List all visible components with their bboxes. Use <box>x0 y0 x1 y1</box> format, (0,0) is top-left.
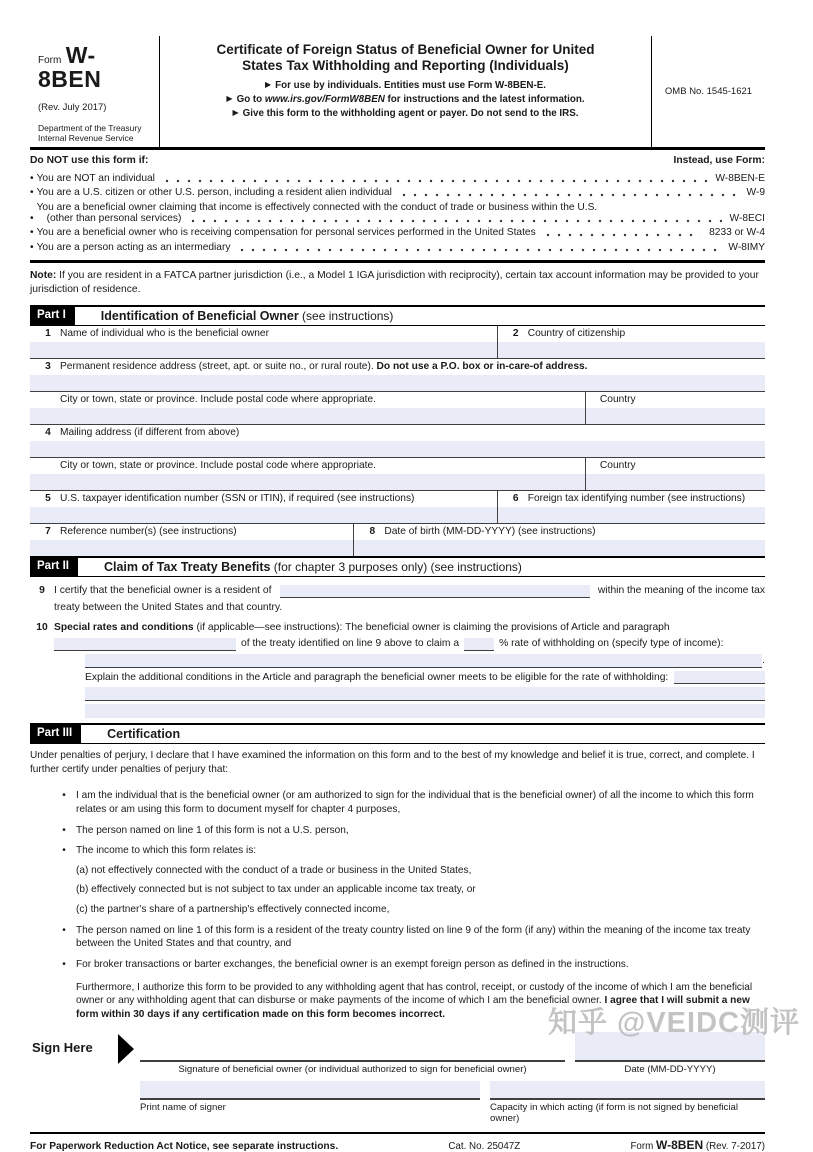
field-label-country: Country <box>599 460 636 472</box>
field-label-ssn: U.S. taxpayer identification number (SSN or ITIN), if required (see instructions) <box>60 493 415 505</box>
treaty-benefits-section: 9 I certify that the beneficial owner is a resident of within the meaning of the income tax treaty between the United States and that country. 10 Special rates and conditions (if applicable—see instructions): The beneficial owner is claiming the provisions of Article and paragraph of the treaty identified on line 9 above to claim a % rate of withholding on (specify type of income): . Explain the additional conditions in the Article and paragraph the beneficial owner meets to be eligible for the rate of withholding: <box>30 577 765 718</box>
bullet-icon <box>52 789 76 816</box>
form-title-block <box>160 36 652 147</box>
arrowhead-icon <box>233 108 243 119</box>
use-form-value: W-8ECI <box>729 212 765 224</box>
use-form-value: 8233 or W-4 <box>709 227 765 239</box>
date-caption: Date (MM-DD-YYYY) <box>624 1064 716 1076</box>
sign-arrow-icon <box>118 1034 134 1064</box>
part1-label: Part I <box>30 307 75 325</box>
arrowhead-icon <box>226 94 236 105</box>
form-revision: (Rev. July 2017) <box>38 102 107 113</box>
bullet-icon <box>30 173 37 184</box>
mailing-country-input[interactable] <box>586 474 765 490</box>
signature-input[interactable] <box>140 1032 565 1062</box>
instead-use-heading: Instead, use Form: <box>673 155 765 167</box>
footer-form-id: Form W-8BEN (Rev. 7-2017) <box>630 1138 765 1152</box>
city-input[interactable] <box>30 408 585 424</box>
furthermore-paragraph: Furthermore, I authorize this form to be provided to any withholding agent that has control, receipt, or custody of the income of which I am the beneficial owner or any withholding agent that can disburse or make payments of the income of which I am the beneficial owner. I agree that I will submit a new form within 30 days if any certification made on this form becomes incorrect. <box>76 981 753 1021</box>
part1-title: Identification of Beneficial Owner <box>100 309 299 324</box>
dot-leader <box>400 187 739 198</box>
bullet-icon <box>30 187 37 198</box>
capacity-caption: Capacity in which acting (if form is not signed by beneficial owner) <box>490 1102 738 1125</box>
list-item: • For broker transactions or barter exchanges, the beneficial owner is an exempt foreign person as defined in the instructions. <box>30 958 765 972</box>
field-label-address: Permanent residence address (street, apt. or suite no., or rural route). Do not use a P.O. box or in-care-of address. <box>60 361 588 373</box>
mailing-city-input[interactable] <box>30 474 585 490</box>
form-instructions: ▶ For use by individuals. Entities must use Form W-8BEN-E. ▶ Go to www.irs.gov/FormW8BEN for instructions and the latest information. ▶ Give this form to the withholding agent or payer. Do not send to the IRS. <box>170 79 641 122</box>
capacity-input[interactable] <box>490 1081 765 1100</box>
field-label-city: City or town, state or province. Include postal code where appropriate. <box>60 394 376 406</box>
paperwork-notice: For Paperwork Reduction Act Notice, see separate instructions. <box>30 1141 339 1152</box>
list-item: • You are a beneficial owner claiming that income is effectively connected with the conduct of trade or business within the U.S. (other than personal services) W-8ECI <box>30 202 765 224</box>
field-label-name: Name of individual who is the beneficial owner <box>60 328 269 340</box>
bullet-icon <box>30 242 37 253</box>
arrowhead-icon <box>265 80 275 91</box>
field-label-dob: Date of birth (MM-DD-YYYY) (see instructions) <box>384 526 596 538</box>
reference-number-input[interactable] <box>30 540 353 556</box>
bullet-icon <box>52 824 76 838</box>
use-form-value: W-8IMY <box>728 241 765 253</box>
bullet-icon <box>30 213 37 224</box>
part3-title: Certification <box>107 727 181 742</box>
field-label-mailing: Mailing address (if different from above) <box>60 427 240 439</box>
name-input[interactable] <box>30 342 497 358</box>
certification-intro: Under penalties of perjury, I declare that I have examined the information on this form and to the best of my knowledge and belief it is true, correct, and complete. I further certify under penalties of perjury that: <box>30 750 755 775</box>
bullet-icon <box>52 924 76 951</box>
article-paragraph-input[interactable] <box>54 638 236 651</box>
use-form-value: W-8BEN-E <box>715 172 765 184</box>
date-of-birth-input[interactable] <box>354 540 765 556</box>
list-item: • I am the individual that is the beneficial owner (or am authorized to sign for the individual that is the beneficial owner) of all the income to which this form relates or am using this form to document myself for chapter 4 purposes, <box>30 789 765 816</box>
form-title: Certificate of Foreign Status of Beneficial Owner for United States Tax Withholding and Reporting (Individuals) <box>216 42 595 74</box>
part1-header: Part I Identification of Beneficial Owner (see instructions) <box>30 305 765 326</box>
additional-conditions-input-line2[interactable] <box>85 687 765 701</box>
field-label-reference: Reference number(s) (see instructions) <box>60 526 237 538</box>
bullet-icon <box>52 844 76 917</box>
row-mailing-address: 4 Mailing address (if different from above) <box>30 425 765 458</box>
sign-here-label: Sign Here <box>32 1040 93 1056</box>
list-item: • You are NOT an individual W-8BEN-E <box>30 173 765 184</box>
form-header <box>30 36 765 150</box>
omb-number: OMB No. 1545-1621 <box>664 86 753 98</box>
withholding-rate-input[interactable] <box>464 638 494 651</box>
list-item: • You are a person acting as an intermediary W-8IMY <box>30 242 765 253</box>
dot-leader <box>189 213 721 224</box>
list-item: • The person named on line 1 of this form is a resident of the treaty country listed on line 9 of the form (if any) within the meaning of the income tax treaty between the United States and that country, and <box>30 924 765 951</box>
print-name-input[interactable] <box>140 1081 480 1100</box>
foreign-tin-input[interactable] <box>498 507 765 523</box>
row-reference-dob: 7 Reference number(s) (see instructions) 8 Date of birth (MM-DD-YYYY) (see instructions) <box>30 524 765 556</box>
part3-label: Part III <box>30 725 81 743</box>
watermark: 知乎 @VEIDC测评 <box>548 1007 800 1039</box>
form-number: W-8BEN <box>38 42 102 92</box>
part3-header <box>30 723 765 744</box>
row-tin: 5 U.S. taxpayer identification number (SSN or ITIN), if required (see instructions) 6 Foreign tax identifying number (see instructions) <box>30 491 765 524</box>
signature-section <box>30 1032 765 1124</box>
use-form-value: W-9 <box>746 187 765 199</box>
citizenship-input[interactable] <box>498 342 765 358</box>
bullet-icon <box>30 227 37 238</box>
list-item: • You are a beneficial owner who is receiving compensation for personal services performed in the United States 8233 or W-4 <box>30 227 765 238</box>
list-item: • The income to which this form relates is: (a) not effectively connected with the conduct of a trade or business in the United States, (b) effectively connected but is not subject to tax under an applicable income tax treaty, or (c) the partner's share of a partnership's effectively connected income, <box>30 844 765 917</box>
dot-leader <box>163 173 707 184</box>
part2-title: Claim of Tax Treaty Benefits <box>103 560 271 575</box>
row-city-country-2 <box>30 458 765 491</box>
row-permanent-address: 3 Permanent residence address (street, apt. or suite no., or rural route). Do not use a P.O. box or in-care-of address. <box>30 359 765 392</box>
country-input[interactable] <box>586 408 765 424</box>
treaty-country-input[interactable] <box>280 585 590 598</box>
print-name-caption: Print name of signer <box>140 1102 226 1114</box>
field-label-country: Country <box>599 394 636 406</box>
row-name-citizenship: 1 Name of individual who is the beneficial owner 2 Country of citizenship <box>30 326 765 359</box>
form-footer <box>30 1132 765 1152</box>
dot-leader <box>238 242 720 253</box>
list-item: • You are a U.S. citizen or other U.S. person, including a resident alien individual W-9 <box>30 187 765 198</box>
field-label-citizenship: Country of citizenship <box>527 328 626 340</box>
agency-name: Department of the Treasury Internal Revenue Service <box>38 123 142 144</box>
do-not-use-section <box>30 150 765 263</box>
row-city-country-1 <box>30 392 765 425</box>
ssn-itin-input[interactable] <box>30 507 497 523</box>
field-label-city: City or town, state or province. Include postal code where appropriate. <box>60 460 376 472</box>
signature-caption: Signature of beneficial owner (or individual authorized to sign for beneficial owner) <box>178 1064 527 1076</box>
list-item: • The person named on line 1 of this form is not a U.S. person, <box>30 824 765 838</box>
bullet-icon <box>52 958 76 972</box>
form-id-block <box>30 36 160 147</box>
additional-conditions-input[interactable] <box>674 671 765 684</box>
w8ben-form-page <box>30 36 765 1152</box>
form-word: Form <box>38 55 62 66</box>
fatca-note: Note: If you are resident in a FATCA partner jurisdiction (i.e., a Model 1 IGA jurisdiction with reciprocity), certain tax account information may be provided to your jurisdiction of residence. <box>30 270 759 296</box>
field-label-foreign-tin: Foreign tax identifying number (see instructions) <box>527 493 746 505</box>
dot-leader <box>544 227 701 238</box>
income-type-input[interactable] <box>85 654 762 668</box>
permanent-address-input[interactable] <box>30 375 765 391</box>
do-not-use-heading: Do NOT use this form if: <box>30 155 149 167</box>
part2-header: Part II Claim of Tax Treaty Benefits (for chapter 3 purposes only) (see instructions) <box>30 556 765 577</box>
part2-label: Part II <box>30 558 78 576</box>
mailing-address-input[interactable] <box>30 441 765 457</box>
certification-list <box>30 789 765 971</box>
additional-conditions-input-line3[interactable] <box>85 704 765 718</box>
catalog-number: Cat. No. 25047Z <box>448 1141 521 1152</box>
irs-url: www.irs.gov/FormW8BEN <box>264 94 385 106</box>
